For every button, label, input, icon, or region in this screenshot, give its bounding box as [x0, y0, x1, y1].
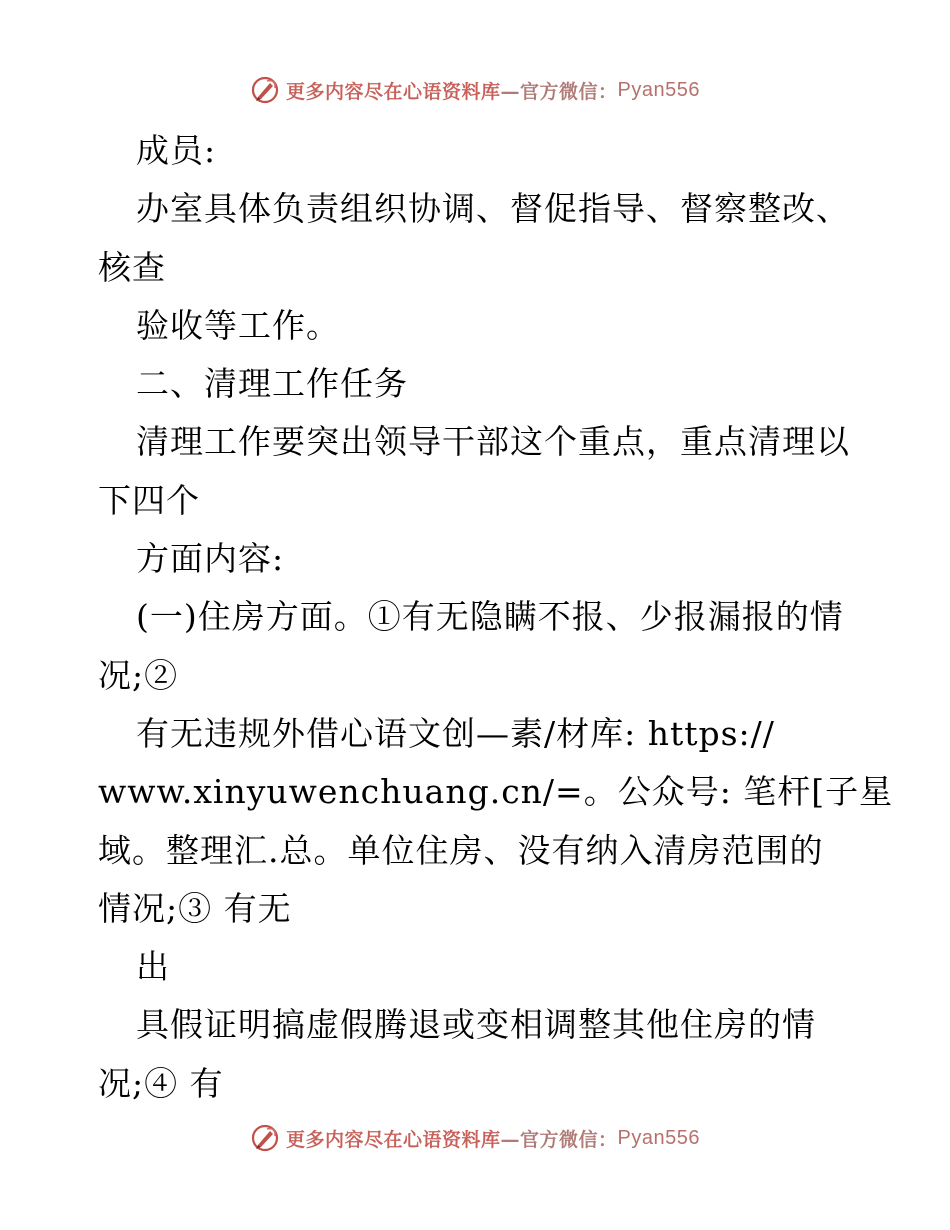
banner-sub-text: —官方微信： [500, 80, 618, 103]
banner-wechat-id: Pyan556 [617, 78, 700, 101]
banner-main-text: 更多内容尽在心语资料库 [286, 80, 501, 103]
text-line: 况;④ 有 [98, 1063, 224, 1103]
text-line: (一)住房方面。①有无隐瞒不报、少报漏报的情 [136, 597, 844, 637]
text-line: 出 [136, 947, 170, 987]
text-line: 具假证明搞虚假腾退或变相调整其他住房的情 [136, 1005, 816, 1045]
text-line: 域。整理汇.总。单位住房、没有纳入清房范围的 [98, 830, 824, 870]
text-line: 清理工作要突出领导干部这个重点，重点清理以 [136, 422, 850, 462]
pen-logo-icon [250, 75, 280, 105]
text-line: www.xinyuwenchuang.cn/=。公众号: 笔杆[子星 [98, 772, 894, 812]
banner-main-text: 更多内容尽在心语资料库 [286, 1128, 501, 1151]
text-line: 况;② [98, 655, 179, 695]
text-line: 方面内容: [136, 539, 285, 579]
text-line: 验收等工作。 [136, 305, 340, 345]
footer-watermark-banner [0, 1118, 950, 1158]
text-line: 有无违规外借心语文创—素/材库: https:// [136, 713, 775, 753]
banner-sub-text: —官方微信： [500, 1128, 618, 1151]
text-line: 核查 [98, 247, 166, 287]
header-watermark-banner [0, 70, 950, 110]
text-line: 办室具体负责组织协调、督促指导、督察整改、 [136, 189, 850, 229]
pen-logo-icon [250, 1123, 280, 1153]
banner-wechat-id: Pyan556 [617, 1126, 700, 1149]
text-line: 二、清理工作任务 [136, 364, 408, 404]
document-body [98, 122, 894, 1113]
text-line: 情况;③ 有无 [98, 888, 292, 928]
text-line: 下四个 [98, 480, 200, 520]
text-line: 成员: [136, 131, 217, 170]
